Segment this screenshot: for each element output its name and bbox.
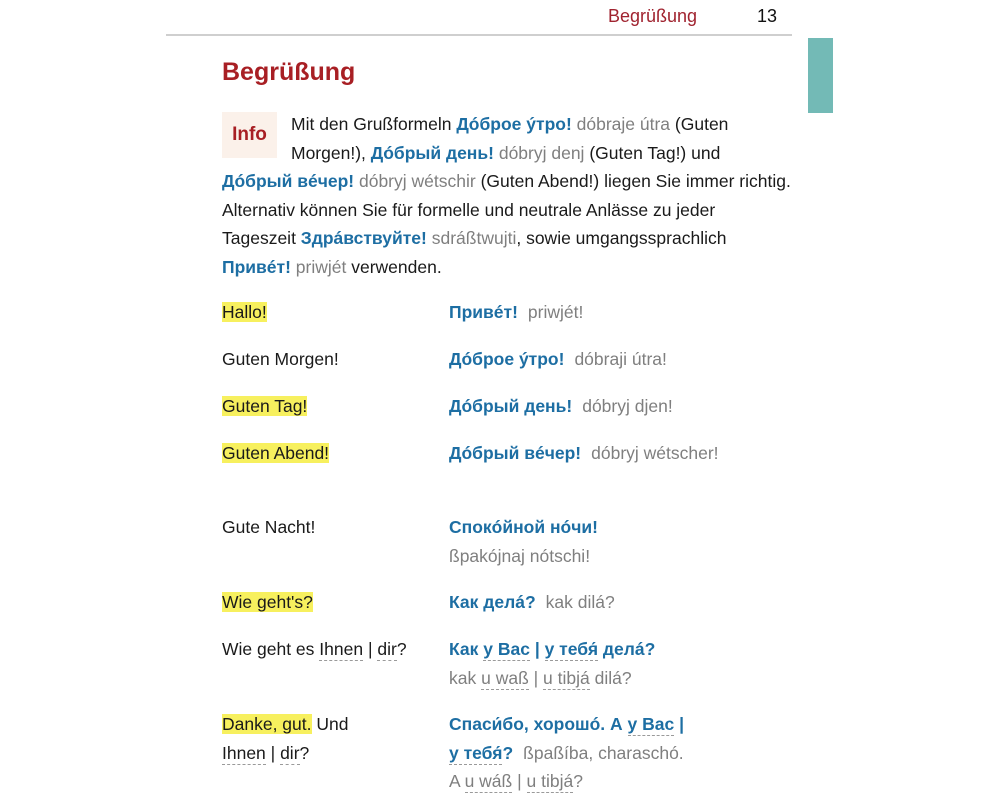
russian-phrase: Спокóйной нóчи!	[449, 517, 598, 537]
german-text: , sowie umgangssprachlich	[516, 228, 727, 248]
transliteration	[543, 668, 590, 690]
german-text: Mit den Grußformeln	[291, 114, 457, 134]
alternative-variant: у Вас	[483, 639, 530, 659]
german-phrase	[319, 639, 363, 661]
alternative-variant: u waß	[481, 667, 529, 688]
header-divider	[166, 34, 792, 36]
transliteration	[465, 771, 513, 793]
section-title: Begrüßung	[222, 58, 356, 86]
info-box	[222, 110, 792, 281]
running-head-title: Begrüßung	[608, 6, 698, 26]
chapter-thumb-tab	[808, 38, 833, 113]
transliteration: dóbraje útra	[571, 114, 675, 134]
russian-phrase: Дóбрый день!	[370, 142, 494, 163]
transliteration: dóbryj djen!	[582, 396, 673, 416]
alternative-variant: у тебя́	[449, 742, 503, 763]
german-phrase: Gute Nacht!	[222, 517, 316, 537]
transliteration: priwjét	[290, 256, 352, 277]
russian-phrase: Дóбрый вéчер!	[449, 443, 582, 463]
german-phrase: |	[265, 742, 281, 763]
russian-phrase: делá?	[598, 639, 656, 659]
russian-phrase: Дóброе ýтро!	[449, 349, 565, 369]
russian-phrase: Как делá?	[449, 592, 536, 612]
alternative-variant: Ihnen	[222, 742, 266, 763]
transliteration: dóbryj wétscher!	[591, 443, 719, 463]
transliteration	[481, 668, 529, 690]
alternative-variant: у Вас	[627, 714, 675, 734]
transliteration: priwjét!	[527, 302, 584, 322]
alternative-variant: u wáß	[464, 771, 513, 791]
transliteration: ßpakójnaj nótschi!	[449, 545, 591, 566]
russian-phrase: Дóброе ýтро!	[456, 114, 572, 134]
transliteration: dóbryj wétschir	[354, 171, 481, 191]
info-badge: Info	[222, 112, 277, 158]
russian-phrase: |	[529, 639, 545, 659]
russian-phrase: |	[674, 714, 684, 734]
transliteration	[527, 771, 574, 793]
german-phrase: Guten Morgen!	[222, 349, 339, 369]
german-text: (Guten Tag!) und	[589, 142, 721, 163]
russian-phrase: Привéт!	[222, 256, 291, 277]
german-column	[222, 439, 442, 468]
german-phrase	[222, 743, 266, 765]
german-column	[222, 392, 442, 421]
highlighted-german-phrase: Danke, gut.	[222, 714, 312, 734]
german-column	[222, 588, 442, 617]
russian-phrase	[628, 714, 675, 736]
russian-column	[449, 710, 789, 796]
german-phrase: |	[363, 639, 378, 659]
highlighted-german-phrase: Guten Tag!	[222, 396, 308, 416]
transliteration: A	[449, 771, 465, 791]
highlighted-german-phrase: Wie geht's?	[222, 592, 313, 612]
transliteration: kak	[449, 667, 482, 688]
running-head	[0, 0, 1000, 40]
german-phrase: ?	[396, 639, 407, 659]
russian-column	[449, 439, 789, 468]
alternative-variant: у тебя́	[544, 639, 599, 659]
russian-phrase	[545, 639, 598, 661]
russian-phrase	[449, 743, 502, 765]
highlighted-german-phrase: Hallo!	[222, 302, 267, 322]
transliteration: ßpaßíba, charaschó.	[523, 742, 684, 763]
page-number: 13	[757, 6, 778, 26]
transliteration: |	[512, 771, 527, 791]
transliteration: dóbraji útra!	[574, 349, 667, 369]
german-column	[222, 710, 442, 767]
russian-phrase: Здрáвствуйте!	[300, 228, 427, 248]
german-phrase: ?	[299, 742, 310, 763]
russian-column	[449, 635, 789, 692]
russian-column	[449, 392, 789, 421]
russian-column	[449, 298, 789, 327]
russian-column	[449, 588, 789, 617]
russian-phrase: Как	[449, 639, 484, 659]
transliteration: dilá?	[589, 667, 632, 688]
german-column	[222, 298, 442, 327]
russian-phrase: Дóбрый вéчер!	[222, 171, 355, 191]
german-column	[222, 513, 442, 542]
alternative-variant: u tibjá	[526, 771, 574, 791]
german-text: (Guten Morgen!),	[291, 114, 729, 163]
german-phrase: Und	[311, 714, 349, 734]
german-column	[222, 345, 442, 374]
transliteration: ?	[573, 771, 583, 791]
german-phrase: Wie geht es	[222, 639, 320, 659]
russian-phrase: Дóбрый день!	[449, 396, 573, 416]
german-phrase	[377, 639, 396, 661]
russian-phrase	[483, 639, 530, 661]
russian-column	[449, 345, 789, 374]
alternative-variant: u tibjá	[543, 667, 590, 688]
russian-column	[449, 513, 789, 570]
german-text: (Guten Abend!) liegen Sie immer richtig. Alternativ können Sie für formelle und neutrale Anlässe zu jeder Tageszeit	[222, 171, 791, 248]
transliteration: sdráßtwujti	[426, 228, 517, 248]
transliteration: kak dilá?	[545, 592, 615, 612]
highlighted-german-phrase: Guten Abend!	[222, 443, 330, 463]
german-text: verwenden.	[351, 256, 442, 277]
german-phrase	[280, 743, 299, 765]
russian-phrase: Спаси́бо, хорошó. А	[449, 714, 628, 734]
russian-phrase: ?	[502, 742, 514, 763]
info-text	[222, 114, 791, 277]
alternative-variant: Ihnen	[319, 639, 364, 659]
transliteration: |	[528, 667, 544, 688]
alternative-variant: dir	[377, 639, 397, 659]
russian-phrase: Привéт!	[449, 302, 518, 322]
transliteration: dóbryj denj	[493, 142, 590, 163]
alternative-variant: dir	[280, 742, 300, 763]
german-column	[222, 635, 442, 664]
